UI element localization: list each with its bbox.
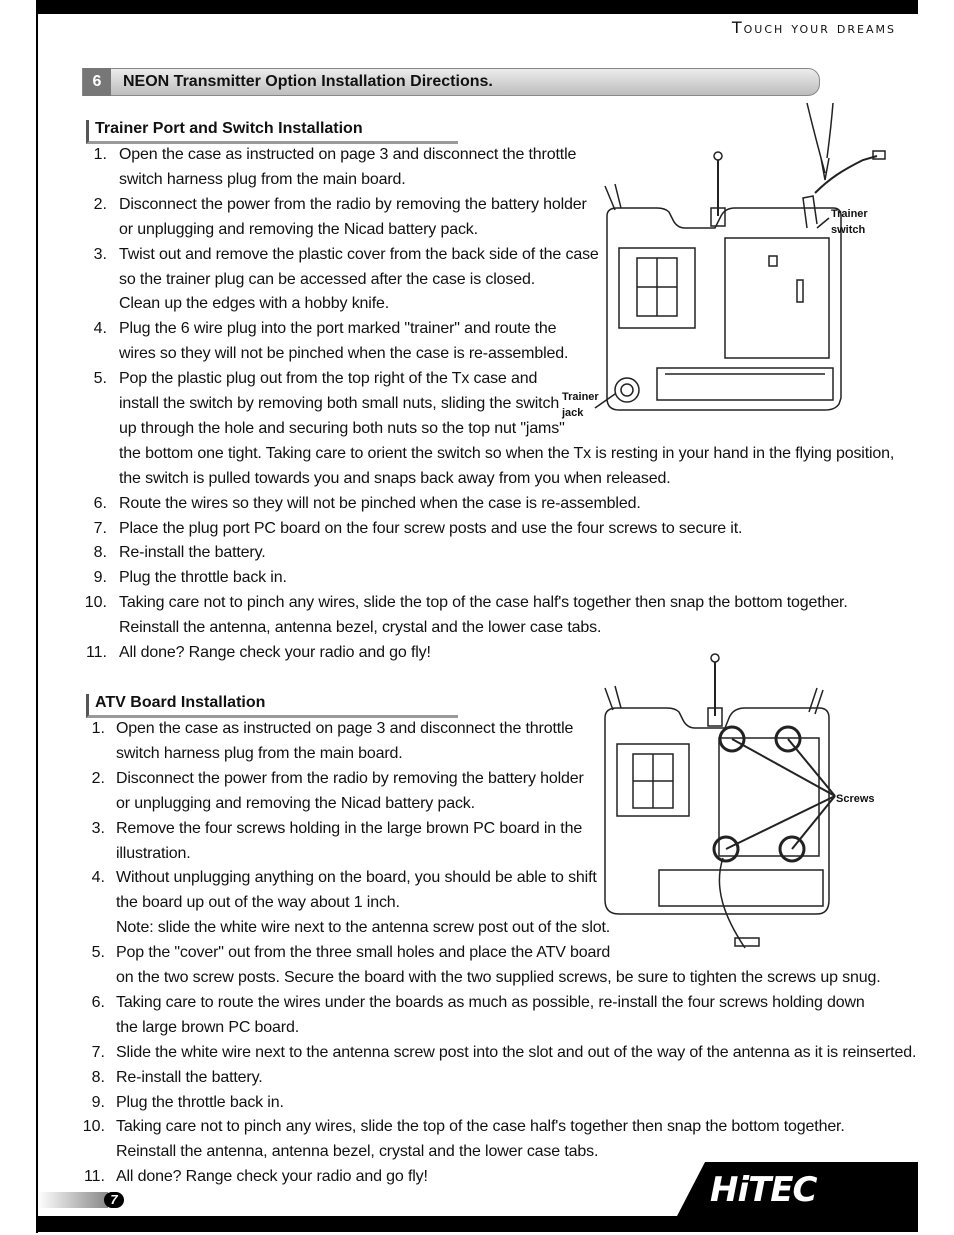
step-number: 4. [91,869,105,887]
step-number: 7. [91,1043,105,1061]
step-number: 2. [91,769,105,787]
step-text: Open the case as instructed on page 3 and disconnect the throttle [116,720,574,737]
step-text: the switch is pulled towards you and snaps back away from you when released. [119,469,671,487]
step-text: the bottom one tight. Taking care to orient the switch so when the Tx is resting in your hand in the flying position, [119,444,895,462]
section-number: 6 [83,68,111,96]
step-number: 5. [93,370,107,388]
step-text: Clean up the edges with a hobby knife. [119,295,390,313]
step-text: illustration. [116,844,191,862]
step-number: 3. [93,245,107,263]
trainer-jack-label: Trainer jack [562,391,599,419]
step-text: Pop the plastic plug out from the top right of the Tx case and [119,370,538,388]
step-number: 2. [93,195,107,213]
step-text: Pop the "cover" out from the three small holes and place the ATV board [116,944,611,962]
step-text: so the trainer plug can be accessed after the case is closed. [119,270,535,288]
trainer-switch-label: Trainer switch [831,208,868,236]
step-text: switch harness plug from the main board. [119,170,406,188]
step-text: or unplugging and removing the Nicad battery pack. [119,220,478,238]
step-text: Twist out and remove the plastic cover from the back side of the case [119,245,599,263]
step-text: Open the case as instructed on page 3 and disconnect the throttle [119,146,577,163]
step-text: All done? Range check your radio and go fly! [119,644,431,661]
step-text: Re-install the battery. [119,544,266,562]
step-text: up through the hole and securing both nuts so the top nut "jams" [119,419,565,437]
step-number: 8. [93,544,107,562]
step-text: Note: slide the white wire next to the antenna screw post out of the slot. [116,919,611,937]
top-bar [36,0,918,14]
tagline: Touch your dreams [731,18,896,37]
step-text: Taking care not to pinch any wires, slide the top of the case half's together then snap the bottom together. [119,594,848,612]
step-text: Disconnect the power from the radio by removing the battery holder [116,769,584,787]
step-number: 10. [82,1118,105,1136]
step-text: Re-install the battery. [116,1068,263,1086]
step-text: Reinstall the antenna, antenna bezel, crystal and the lower case tabs. [116,1143,599,1161]
left-rule [36,0,38,1233]
step-number: 10. [84,594,107,612]
step-text: All done? Range check your radio and go fly! [116,1168,428,1186]
pliers-icon [807,103,833,180]
step-text: Without unplugging anything on the board, you should be able to shift [116,869,597,887]
trainer-heading: Trainer Port and Switch Installation [86,120,458,144]
page-number: 7 [104,1192,124,1208]
bottom-bar [36,1216,918,1232]
step-number: 4. [93,320,107,338]
step-number: 5. [91,944,105,962]
step-number: 1. [91,720,105,737]
step-number: 11. [85,644,107,661]
step-text: Place the plug port PC board on the four screw posts and use the four screws to secure it. [119,519,743,537]
step-number: 3. [91,819,105,837]
step-number: 9. [91,1093,105,1111]
step-number: 6. [93,494,107,512]
section-title: NEON Transmitter Option Installation Directions. [123,73,493,90]
step-number: 11. [83,1168,105,1186]
step-text: Reinstall the antenna, antenna bezel, crystal and the lower case tabs. [119,619,602,637]
step-text: Plug the throttle back in. [119,569,287,587]
step-text: Taking care not to pinch any wires, slide the top of the case half's together then snap the bottom together. [116,1118,845,1136]
atv-heading: ATV Board Installation [86,694,458,718]
step-text: the large brown PC board. [116,1018,300,1036]
step-number: 1. [93,146,107,163]
step-number: 7. [93,519,107,537]
step-number: 6. [91,993,105,1011]
step-text: on the two screw posts. Secure the board with the two supplied screws, be sure to tighten the screws up snug. [116,969,881,986]
step-number: 9. [93,569,107,587]
step-text: switch harness plug from the main board. [116,744,403,762]
step-text: Plug the 6 wire plug into the port marked "trainer" and route the [119,320,557,338]
trainer-illustration [585,98,895,418]
step-text: Route the wires so they will not be pinched when the case is re-assembled. [119,494,641,512]
section-header [82,68,820,96]
step-text: the board up out of the way about 1 inch. [116,894,400,912]
step-text: or unplugging and removing the Nicad battery pack. [116,794,475,812]
step-text: install the switch by removing both small nuts, sliding the switch [119,395,560,412]
step-text: Disconnect the power from the radio by removing the battery holder [119,195,587,213]
step-text: Plug the throttle back in. [116,1093,284,1111]
step-number: 8. [91,1068,105,1086]
step-text: Taking care to route the wires under the boards as much as possible, re-install the four screws holding down [116,993,865,1011]
step-text: wires so they will not be pinched when the case is re-assembled. [119,345,569,363]
hitec-logo: HiTEC [710,1170,817,1210]
step-text: Slide the white wire next to the antenna screw post into the slot and out of the way of the antenna as it is reinserted. [116,1043,917,1061]
step-text: Remove the four screws holding in the large brown PC board in the [116,819,583,837]
atv-illustration [595,648,855,958]
screws-label: Screws [836,793,875,805]
page-bar [38,1192,108,1208]
